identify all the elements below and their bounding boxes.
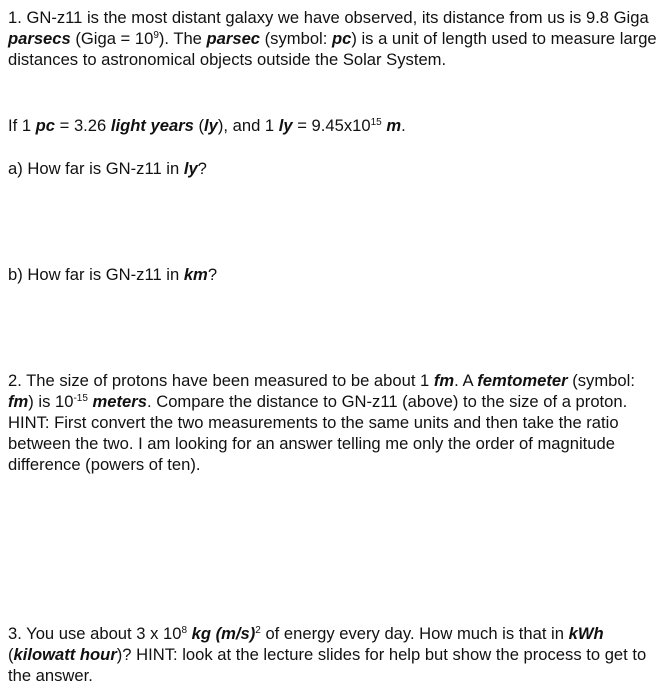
q3-rest-text: )? HINT: look at the lecture slides for help but show the process to get to the answer.	[8, 645, 647, 685]
q1-symbol-pc: pc	[331, 29, 352, 48]
q2-symbol-fm: fm	[8, 392, 29, 411]
units-ly-abbr: ly	[204, 116, 218, 135]
units-meter: m	[386, 116, 402, 135]
units-ly: ly	[278, 116, 293, 135]
units-ly-exponent: 15	[370, 117, 382, 128]
units-pc: pc	[35, 116, 56, 135]
question-2-paragraph	[8, 370, 658, 475]
part-b-text: b) How far is GN-z11 in	[8, 265, 184, 284]
q1-giga-def: (Giga = 10	[70, 29, 154, 48]
q2-symbol-label: (symbol:	[567, 371, 635, 390]
q3-kwh: kWh	[568, 624, 604, 643]
q2-exponent: -15	[73, 393, 88, 404]
q1-symbol-label: (symbol:	[260, 29, 332, 48]
q1-term-parsecs: parsecs	[8, 29, 71, 48]
q3-kilowatt-hour: kilowatt hour	[13, 645, 117, 664]
question-3-paragraph	[8, 623, 658, 686]
q2-femtometer: femtometer	[477, 371, 568, 390]
q1-definition-text: ) is a unit of length used to measure large distances to astronomical objects outside the Solar System.	[8, 29, 657, 69]
q2-meters: meters	[92, 392, 147, 411]
part-b-unit: km	[183, 265, 208, 284]
question-1-part-a	[8, 158, 658, 179]
question-1-part-b	[8, 264, 658, 285]
q2-rest-text: . Compare the distance to GN-z11 (above) to the size of a proton. HINT: First convert the two measurements to the same units and then take the ratio between the two. I am looking for an answer telling me only the order of magnitude difference (powers of ten).	[8, 392, 628, 474]
q1-giga-exponent: 9	[153, 30, 159, 41]
q1-giga-def-close: ). The	[158, 29, 207, 48]
q3-open-paren: (	[8, 645, 14, 664]
units-and-one: ), and 1	[217, 116, 279, 135]
question-1-paragraph	[8, 7, 658, 70]
q3-exponent: 8	[181, 625, 188, 636]
q1-term-parsec: parsec	[206, 29, 261, 48]
part-b-end: ?	[207, 265, 218, 284]
q2-intro-text: 2. The size of protons have been measured to be about 1	[8, 371, 434, 390]
question-1-unit-conversions	[8, 115, 658, 136]
units-equals-ly: = 9.45x10	[292, 116, 371, 135]
units-period: .	[401, 116, 406, 135]
q1-intro-text: 1. GN-z11 is the most distant galaxy we have observed, its distance from us is 9.8 Giga	[8, 8, 649, 27]
part-a-text: a) How far is GN-z11 in	[8, 159, 184, 178]
q3-energy-text: of energy every day. How much is that in	[260, 624, 569, 643]
q3-intro-text: 3. You use about 3 x 10	[8, 624, 182, 643]
q3-kg-exponent: 2	[255, 625, 261, 636]
part-a-end: ?	[197, 159, 207, 178]
units-lead: If 1	[8, 116, 36, 135]
units-equals-pc: = 3.26	[55, 116, 111, 135]
q2-is-ten: ) is 10	[28, 392, 74, 411]
units-light-years: light years	[110, 116, 194, 135]
q2-dot: . A	[454, 371, 478, 390]
q2-fm: fm	[433, 371, 455, 390]
part-a-unit: ly	[183, 159, 198, 178]
q3-kg-unit: kg (m/s)	[191, 624, 256, 643]
units-open-paren: (	[193, 116, 205, 135]
